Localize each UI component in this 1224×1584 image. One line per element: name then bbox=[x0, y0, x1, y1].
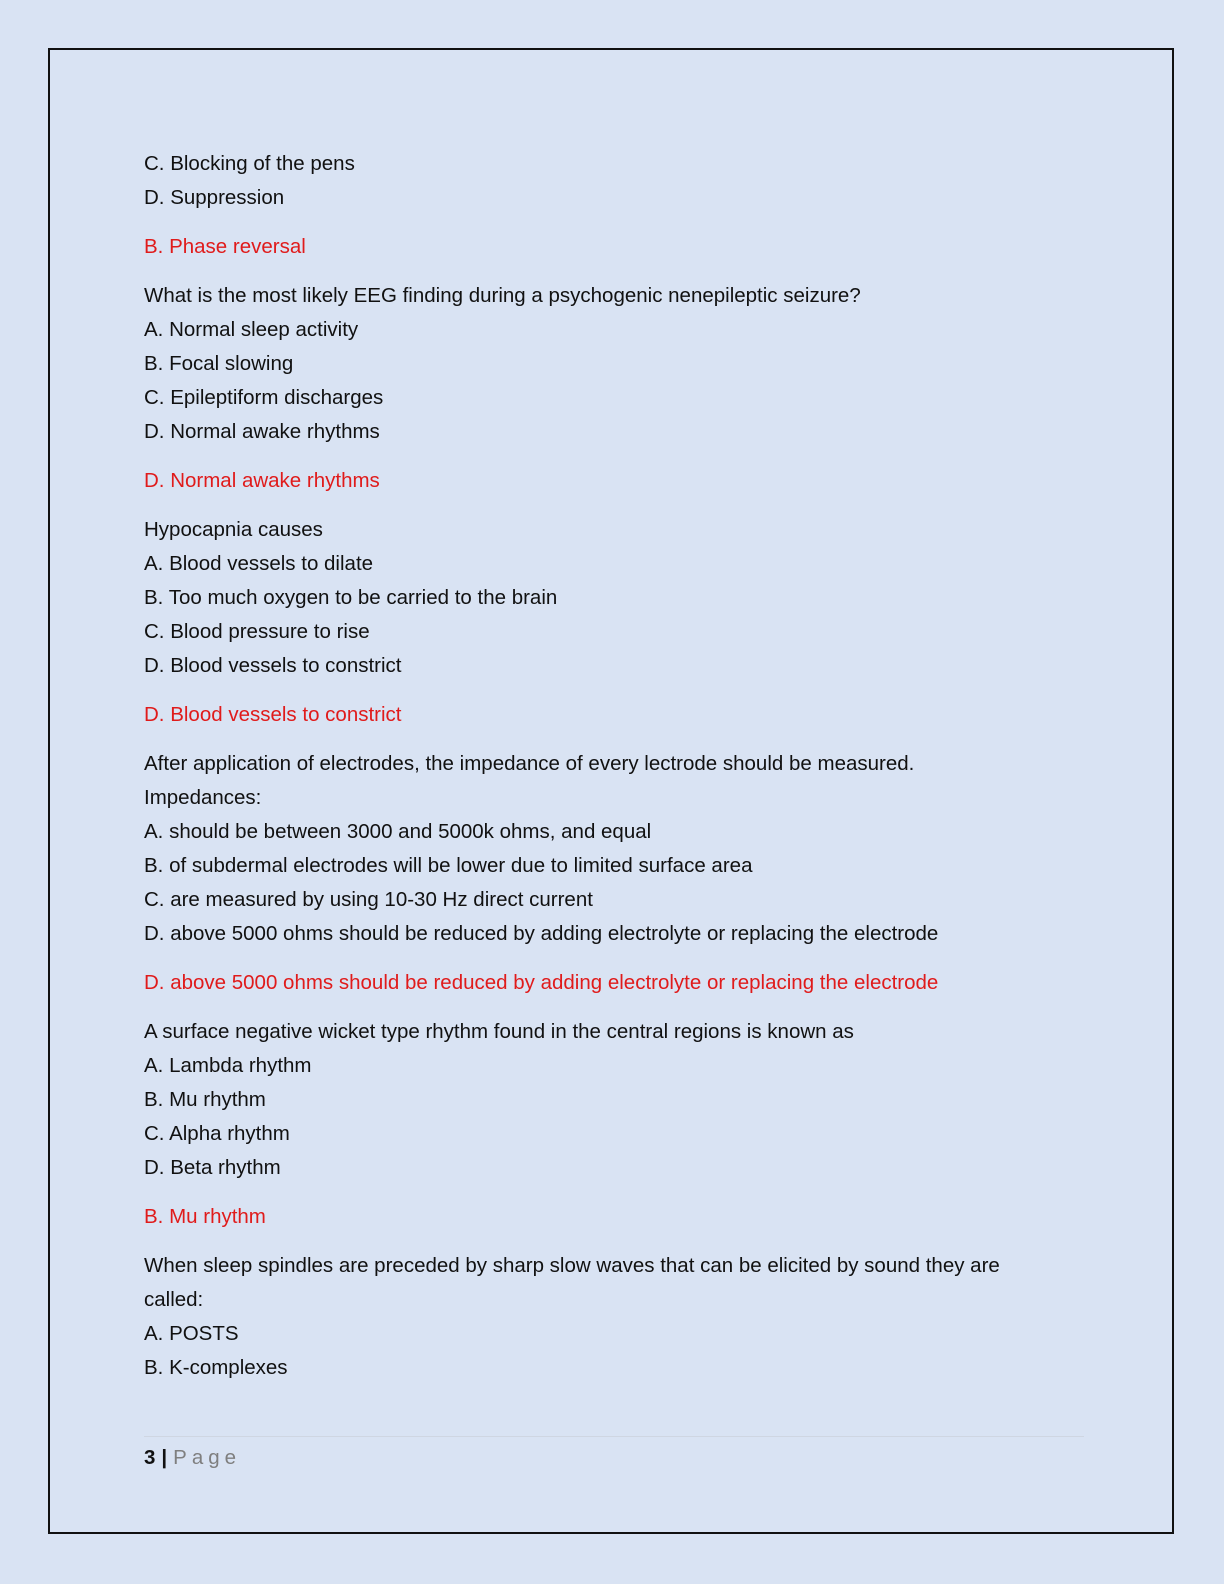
option-line: C. Blocking of the pens bbox=[144, 152, 355, 175]
document-body bbox=[144, 147, 1084, 1385]
option-line: B. Too much oxygen to be carried to the brain bbox=[144, 586, 558, 609]
option-line: D. Normal awake rhythms bbox=[144, 420, 380, 443]
footer-divider bbox=[144, 1436, 1084, 1437]
answer-line: D. Normal awake rhythms bbox=[144, 469, 380, 492]
answer-line: D. above 5000 ohms should be reduced by adding electrolyte or replacing the electrode bbox=[144, 971, 939, 994]
question-line: After application of electrodes, the impedance of every lectrode should be measured. bbox=[144, 752, 915, 775]
question-block-5 bbox=[144, 1015, 1084, 1185]
option-line: B. K-complexes bbox=[144, 1356, 288, 1379]
option-line: D. Suppression bbox=[144, 186, 285, 209]
option-line: A. POSTS bbox=[144, 1322, 239, 1345]
option-line: A. Lambda rhythm bbox=[144, 1054, 312, 1077]
page-indicator bbox=[144, 1443, 1084, 1473]
page-separator: | bbox=[161, 1446, 168, 1469]
option-line: A. Blood vessels to dilate bbox=[144, 552, 374, 575]
page-word: Page bbox=[173, 1446, 242, 1469]
option-line: C. Alpha rhythm bbox=[144, 1122, 290, 1145]
question-block-1 bbox=[144, 147, 1084, 215]
option-line: D. Blood vessels to constrict bbox=[144, 654, 402, 677]
option-line: D. above 5000 ohms should be reduced by adding electrolyte or replacing the electrode bbox=[144, 922, 939, 945]
question-block-4 bbox=[144, 747, 1084, 951]
option-line: A. Normal sleep activity bbox=[144, 318, 359, 341]
question-line: Hypocapnia causes bbox=[144, 518, 323, 541]
answer-line: B. Phase reversal bbox=[144, 235, 306, 258]
page-number: 3 bbox=[144, 1446, 156, 1469]
answer-line: D. Blood vessels to constrict bbox=[144, 703, 402, 726]
option-line: A. should be between 3000 and 5000k ohms, and equal bbox=[144, 820, 652, 843]
question-line: When sleep spindles are preceded by sharp slow waves that can be elicited by sound they are bbox=[144, 1254, 1000, 1277]
option-line: B. Mu rhythm bbox=[144, 1088, 266, 1111]
option-line: B. Focal slowing bbox=[144, 352, 294, 375]
question-block-2 bbox=[144, 279, 1084, 449]
option-line: Impedances: bbox=[144, 786, 262, 809]
option-line: C. Blood pressure to rise bbox=[144, 620, 370, 643]
answer-line: B. Mu rhythm bbox=[144, 1205, 266, 1228]
question-line: What is the most likely EEG finding during a psychogenic nenepileptic seizure? bbox=[144, 284, 861, 307]
page-footer bbox=[144, 1436, 1084, 1473]
option-line: D. Beta rhythm bbox=[144, 1156, 281, 1179]
option-line: B. of subdermal electrodes will be lower due to limited surface area bbox=[144, 854, 753, 877]
option-line: called: bbox=[144, 1288, 204, 1311]
question-block-6 bbox=[144, 1249, 1084, 1385]
question-block-3 bbox=[144, 513, 1084, 683]
question-line: A surface negative wicket type rhythm found in the central regions is known as bbox=[144, 1020, 854, 1043]
option-line: C. are measured by using 10-30 Hz direct current bbox=[144, 888, 593, 911]
option-line: C. Epileptiform discharges bbox=[144, 386, 384, 409]
